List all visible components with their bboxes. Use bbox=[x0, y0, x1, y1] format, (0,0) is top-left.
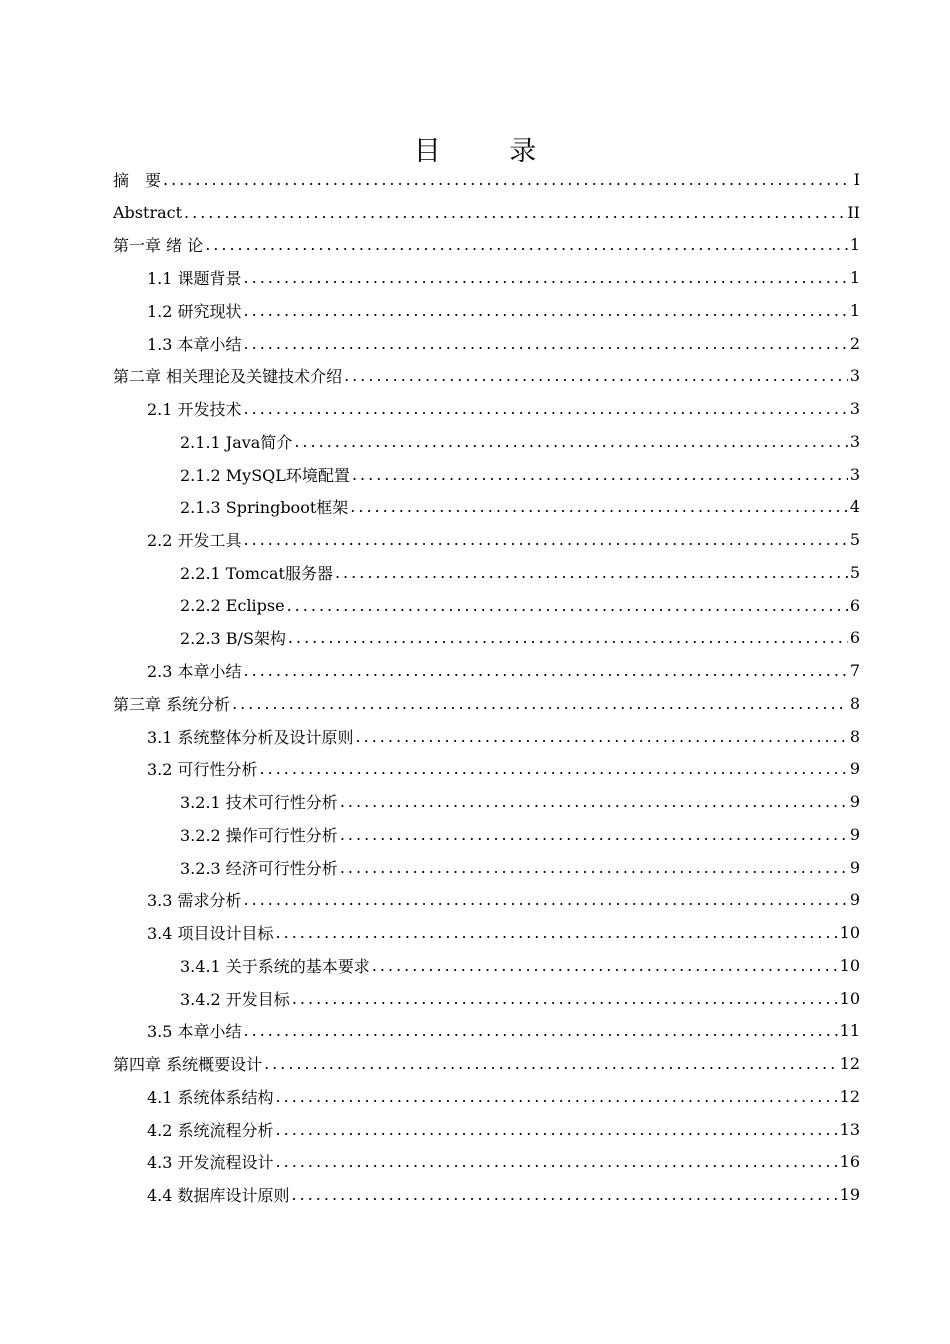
toc-entry-page: 3 bbox=[849, 431, 860, 451]
toc-entry[interactable] bbox=[113, 818, 860, 851]
toc-entry-page: 1 bbox=[849, 300, 860, 320]
toc-entry-page: 12 bbox=[839, 1086, 860, 1106]
toc-entry[interactable] bbox=[113, 622, 860, 655]
toc-entry-page: 9 bbox=[849, 759, 860, 779]
toc-entry[interactable] bbox=[113, 556, 860, 589]
toc-leader-dots bbox=[350, 497, 848, 516]
toc-entry[interactable] bbox=[113, 229, 860, 262]
toc-entry-title: 摘 要 bbox=[113, 170, 162, 190]
toc-leader-dots bbox=[352, 465, 848, 484]
toc-entry-title: 3.2.2 操作可行性分析 bbox=[180, 825, 338, 845]
toc-entry-title: 3.4 项目设计目标 bbox=[147, 924, 274, 944]
toc-entry-title: 3.2.3 经济可行性分析 bbox=[180, 858, 338, 878]
toc-entry-page: 2 bbox=[849, 333, 860, 353]
toc-entry-page: II bbox=[847, 202, 860, 222]
toc-leader-dots bbox=[244, 399, 848, 418]
toc-entry-page: 10 bbox=[839, 955, 860, 975]
toc-leader-dots bbox=[292, 1185, 838, 1204]
toc-entry-title: 2.3 本章小结 bbox=[147, 662, 242, 682]
toc-entry-page: 9 bbox=[849, 824, 860, 844]
toc-entry-page: 12 bbox=[839, 1054, 860, 1074]
toc-entry-page: 10 bbox=[839, 923, 860, 943]
toc-entry[interactable] bbox=[113, 1146, 860, 1179]
toc-entry-title: 4.2 系统流程分析 bbox=[147, 1120, 274, 1140]
toc-leader-dots bbox=[287, 596, 848, 615]
toc-entry[interactable] bbox=[113, 1015, 860, 1048]
toc-entry[interactable] bbox=[113, 196, 860, 229]
toc-entry-title: 2.2.1 Tomcat服务器 bbox=[180, 563, 333, 583]
toc-leader-dots bbox=[163, 170, 852, 189]
toc-leader-dots bbox=[244, 890, 848, 909]
toc-leader-dots bbox=[340, 792, 848, 811]
toc-entry-title: 1.1 课题背景 bbox=[147, 269, 242, 289]
toc-entry-page: 5 bbox=[849, 562, 860, 582]
toc-leader-dots bbox=[276, 1152, 838, 1171]
toc-entry-title: 4.3 开发流程设计 bbox=[147, 1153, 274, 1173]
toc-entry-page: 4 bbox=[849, 497, 860, 517]
toc-leader-dots bbox=[340, 825, 848, 844]
toc-entry-title: 3.5 本章小结 bbox=[147, 1022, 242, 1042]
toc-leader-dots bbox=[276, 923, 838, 942]
toc-entry-page: 8 bbox=[849, 726, 860, 746]
toc-leader-dots bbox=[244, 301, 848, 320]
toc-entry-title: 2.1.1 Java简介 bbox=[180, 432, 293, 452]
toc-entry[interactable] bbox=[113, 360, 860, 393]
toc-entry-title: 4.1 系统体系结构 bbox=[147, 1087, 274, 1107]
toc-entry-page: 7 bbox=[849, 661, 860, 681]
toc-entry-title: 1.2 研究现状 bbox=[147, 301, 242, 321]
toc-leader-dots bbox=[232, 694, 848, 713]
toc-entry[interactable] bbox=[113, 1080, 860, 1113]
toc-entry[interactable] bbox=[113, 884, 860, 917]
toc-leader-dots bbox=[244, 334, 848, 353]
toc-entry-title: 2.2 开发工具 bbox=[147, 531, 242, 551]
toc-entry-title: 4.4 数据库设计原则 bbox=[147, 1186, 290, 1206]
toc-entry-title: 3.2 可行性分析 bbox=[147, 760, 258, 780]
toc-entry-page: 3 bbox=[849, 366, 860, 386]
toc-entry[interactable] bbox=[113, 916, 860, 949]
toc-leader-dots bbox=[260, 759, 848, 778]
toc-entry-page: 13 bbox=[839, 1119, 860, 1139]
toc-entry-page: I bbox=[853, 169, 860, 189]
toc-entry-title: 2.2.3 B/S架构 bbox=[180, 629, 286, 649]
toc-entry-title: 第一章 绪 论 bbox=[113, 236, 204, 256]
toc-leader-dots bbox=[244, 1021, 838, 1040]
toc-entry-title: 2.1 开发技术 bbox=[147, 400, 242, 420]
toc-entry-title: 3.1 系统整体分析及设计原则 bbox=[147, 727, 354, 747]
toc-leader-dots bbox=[344, 366, 848, 385]
toc-entry-title: 3.4.2 开发目标 bbox=[180, 989, 290, 1009]
toc-entry-title: 2.1.2 MySQL环境配置 bbox=[180, 465, 350, 485]
toc-leader-dots bbox=[244, 268, 848, 287]
toc-leader-dots bbox=[184, 203, 845, 222]
toc-leader-dots bbox=[276, 1120, 838, 1139]
toc-entry-page: 1 bbox=[849, 268, 860, 288]
toc-entry-page: 16 bbox=[839, 1152, 860, 1172]
toc-entry-page: 9 bbox=[849, 792, 860, 812]
toc-entry[interactable] bbox=[113, 458, 860, 491]
toc-entry-page: 5 bbox=[849, 530, 860, 550]
toc-entry-title: 2.1.3 Springboot框架 bbox=[180, 498, 349, 518]
page-title: 目 录 bbox=[413, 136, 567, 167]
toc-leader-dots bbox=[372, 956, 838, 975]
toc-entry-title: Abstract bbox=[113, 202, 183, 222]
toc-entry[interactable] bbox=[113, 785, 860, 818]
toc-entry[interactable] bbox=[113, 392, 860, 425]
toc-entry[interactable] bbox=[113, 949, 860, 982]
toc-leader-dots bbox=[288, 628, 848, 647]
toc-entry[interactable] bbox=[113, 294, 860, 327]
toc-entry[interactable] bbox=[113, 654, 860, 687]
toc-leader-dots bbox=[356, 727, 848, 746]
toc-entry[interactable] bbox=[113, 261, 860, 294]
toc-entry-title: 第三章 系统分析 bbox=[113, 694, 231, 714]
toc-entry[interactable] bbox=[113, 687, 860, 720]
toc-leader-dots bbox=[264, 1054, 838, 1073]
toc-entry[interactable] bbox=[113, 1047, 860, 1080]
toc-entry-page: 8 bbox=[849, 693, 860, 713]
toc-entry-title: 第二章 相关理论及关键技术介绍 bbox=[113, 367, 343, 387]
toc-entry[interactable] bbox=[113, 1113, 860, 1146]
toc-leader-dots bbox=[340, 858, 848, 877]
toc-leader-dots bbox=[294, 432, 847, 451]
toc-entry-page: 6 bbox=[849, 595, 860, 615]
toc-entry-title: 3.3 需求分析 bbox=[147, 891, 242, 911]
toc-leader-dots bbox=[205, 235, 848, 254]
toc-entry[interactable] bbox=[113, 851, 860, 884]
toc-entry[interactable] bbox=[113, 720, 860, 753]
toc-entry-title: 第四章 系统概要设计 bbox=[113, 1055, 263, 1075]
toc-entry-page: 19 bbox=[839, 1185, 860, 1205]
toc-entry[interactable] bbox=[113, 589, 860, 622]
toc-entry-title: 3.2.1 技术可行性分析 bbox=[180, 793, 338, 813]
toc-entry[interactable] bbox=[113, 163, 860, 196]
toc-leader-dots bbox=[276, 1087, 838, 1106]
toc-entry-page: 9 bbox=[849, 890, 860, 910]
toc-leader-dots bbox=[244, 661, 848, 680]
toc-entry-page: 11 bbox=[839, 1021, 860, 1041]
toc-entry[interactable] bbox=[113, 753, 860, 786]
toc-leader-dots bbox=[335, 563, 848, 582]
toc-entry[interactable] bbox=[113, 327, 860, 360]
toc-entry[interactable] bbox=[113, 523, 860, 556]
table-of-contents bbox=[113, 163, 860, 1211]
toc-entry[interactable] bbox=[113, 982, 860, 1015]
toc-entry-page: 10 bbox=[839, 988, 860, 1008]
toc-entry-page: 3 bbox=[849, 399, 860, 419]
toc-entry[interactable] bbox=[113, 1178, 860, 1211]
toc-entry[interactable] bbox=[113, 425, 860, 458]
toc-leader-dots bbox=[292, 989, 838, 1008]
toc-entry-title: 2.2.2 Eclipse bbox=[180, 595, 285, 615]
toc-entry-page: 1 bbox=[849, 235, 860, 255]
toc-entry[interactable] bbox=[113, 491, 860, 524]
toc-leader-dots bbox=[244, 530, 848, 549]
toc-entry-page: 3 bbox=[849, 464, 860, 484]
toc-entry-title: 1.3 本章小结 bbox=[147, 334, 242, 354]
toc-entry-page: 6 bbox=[849, 628, 860, 648]
toc-entry-title: 3.4.1 关于系统的基本要求 bbox=[180, 956, 370, 976]
toc-entry-page: 9 bbox=[849, 857, 860, 877]
